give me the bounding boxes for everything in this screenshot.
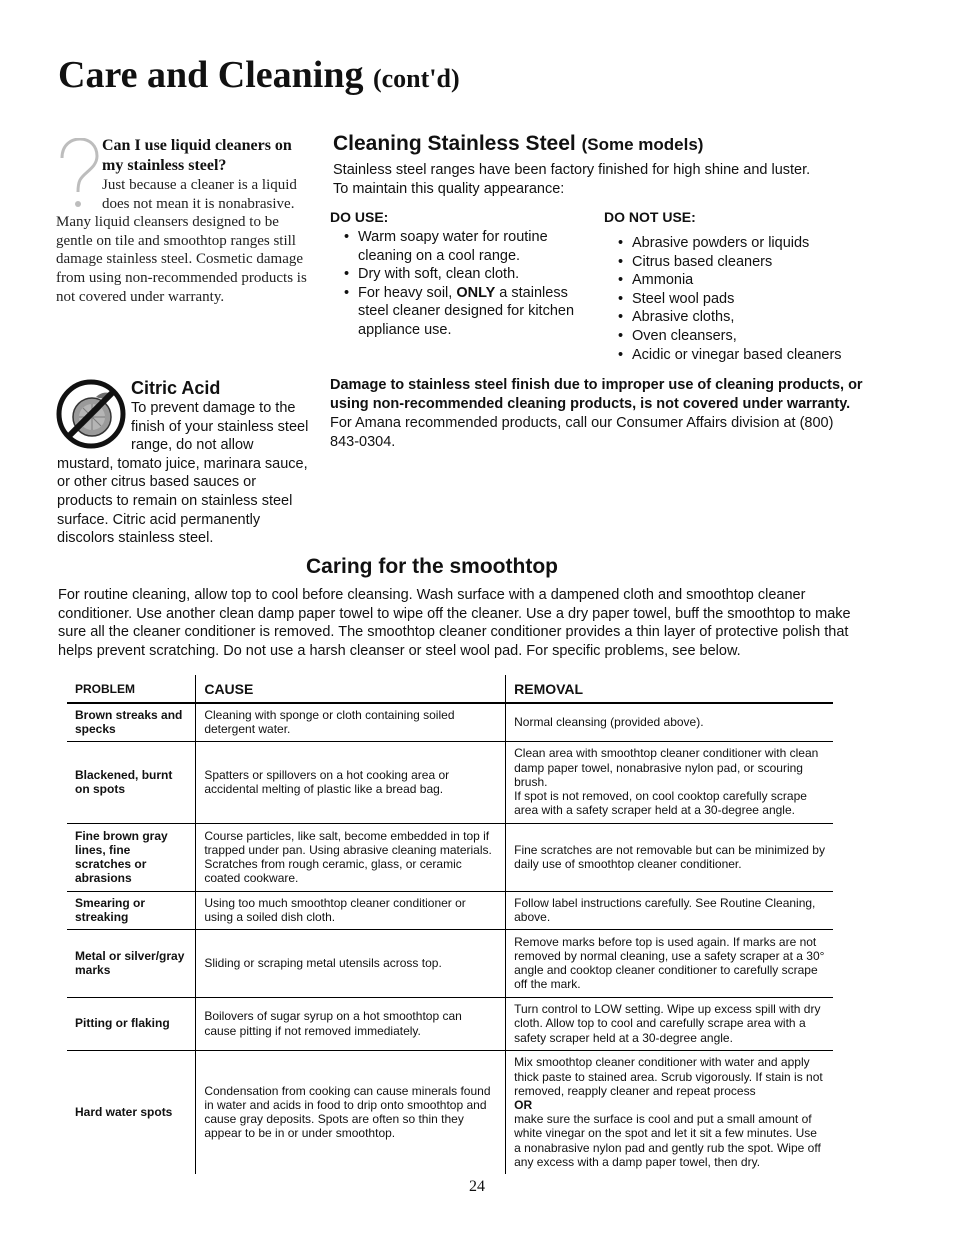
list-item: • Warm soapy water for routine cleaning on a cool range.	[344, 228, 590, 265]
smoothtop-intro: For routine cleaning, allow top to cool before cleansing. Wash surface with a dampened cloth and smoothtop cleaner conditioner. Use another clean damp paper towel to wipe off the cleaner. Use a dry paper towel, buff the smoothtop to make sure all the cleaner conditioner is removed. The smoothtop cleaner conditioner provides a thin layer of protective polish that helps prevent scratching. Do not use a harsh cleanser or steel wool pad. For specific problems, see below.	[58, 587, 851, 659]
warranty-note-text: For Amana recommended products, call our Consumer Affairs division at (800) 843-0304.	[330, 415, 834, 450]
column-header-problem: PROBLEM	[67, 675, 196, 703]
removal-cell: Follow label instructions carefully. See Routine Cleaning, above.	[506, 891, 833, 929]
removal-cell: Normal cleansing (provided above).	[506, 703, 833, 741]
do-not-use-heading: DO NOT USE:	[604, 209, 696, 225]
cause-cell: Spatters or spillovers on a hot cooking area or accidental melting of plastic like a bread bag.	[196, 741, 506, 823]
table-row	[67, 1050, 833, 1174]
table-header-row	[67, 675, 833, 703]
column-header-cause: CAUSE	[196, 675, 506, 703]
list-item: • Acidic or vinegar based cleaners	[618, 346, 868, 365]
faq-question: Can I use liquid cleaners on my stainless steel?	[102, 137, 292, 174]
stainless-intro-line: To maintain this quality appearance:	[333, 181, 565, 197]
page-title	[58, 52, 460, 102]
problem-table	[67, 675, 833, 1174]
problem-cell: Smearing or streaking	[67, 891, 196, 929]
list-item	[344, 284, 590, 340]
stainless-title-text: Cleaning Stainless Steel	[333, 132, 576, 155]
removal-cell	[506, 741, 833, 823]
list-item: • Oven cleansers,	[618, 327, 868, 346]
list-item: • Abrasive cloths,	[618, 308, 868, 327]
problem-cell: Metal or silver/gray marks	[67, 929, 196, 997]
do-not-use-list	[618, 234, 868, 364]
list-item: • Citrus based cleaners	[618, 253, 868, 272]
page-number: 24	[469, 1178, 485, 1195]
removal-cell: Turn control to LOW setting. Wipe up excess spill with dry cloth. Allow top to cool and carefully scrape area with a safety scraper held at a 30-degree angle.	[506, 997, 833, 1050]
list-item: • Steel wool pads	[618, 290, 868, 309]
citric-acid-text: To prevent damage to the finish of your stainless steel range, do not allow mustard, tomato juice, marinara sauce, or other citrus based sauces or products to remain on stainless steel surface. Citric acid permanently discolors stainless steel.	[57, 400, 309, 547]
problem-cell: Brown streaks and specks	[67, 703, 196, 741]
list-item-emphasis: ONLY	[456, 284, 496, 301]
removal-text: If spot is not removed, on cool cooktop carefully scrape area with a safety scraper held at a 30-degree angle.	[514, 789, 807, 818]
table-row	[67, 997, 833, 1050]
cause-cell: Boilovers of sugar syrup on a hot smoothtop can cause pitting if not removed immediately.	[196, 997, 506, 1050]
problem-cell: Blackened, burnt on spots	[67, 741, 196, 823]
removal-text: Clean area with smoothtop cleaner conditioner with clean damp paper towel, nonabrasive nylon pad, or scouring brush.	[514, 746, 819, 789]
problem-cell: Pitting or flaking	[67, 997, 196, 1050]
list-item-text: a stainless steel cleaner designed for kitchen appliance use.	[358, 284, 575, 338]
faq-answer: Just because a cleaner is a liquid does not mean it is nonabrasive. Many liquid cleansers designed to be gentle on tile and smoothtop ranges still damage stainless steel. Cosmetic damage from using non-recommended products is not covered under warranty.	[56, 177, 307, 305]
table-row	[67, 823, 833, 891]
citric-acid-title: Citric Acid	[131, 378, 221, 398]
removal-cell: Fine scratches are not removable but can be minimized by daily use of smoothtop cleaner conditioner.	[506, 823, 833, 891]
do-use-heading: DO USE:	[330, 209, 389, 225]
warranty-note-bold: Damage to stainless steel finish due to improper use of cleaning products, or using non-recommended cleaning products, is not covered under warranty.	[330, 377, 863, 412]
cause-cell: Cleaning with sponge or cloth containing soiled detergent water.	[196, 703, 506, 741]
removal-or: OR	[514, 1098, 533, 1113]
cause-cell: Sliding or scraping metal utensils across top.	[196, 929, 506, 997]
do-use-list	[344, 228, 590, 340]
column-header-removal: REMOVAL	[506, 675, 833, 703]
citric-acid-block	[57, 377, 313, 548]
warranty-note	[330, 376, 866, 452]
removal-text: Mix smoothtop cleaner conditioner with water and apply thick paste to stained area. Scrub vigorously. If stain is not removed, reapply cleaner and repeat process	[514, 1055, 823, 1098]
stainless-title-note: (Some models)	[581, 135, 704, 154]
removal-cell: Remove marks before top is used again. If marks are not removed by normal cleaning, use a safety scraper at a 30° angle and cooktop cleaner conditioner to carefully scrape off the mark.	[506, 929, 833, 997]
stainless-intro	[333, 161, 853, 199]
list-item-text: For heavy soil,	[358, 284, 457, 301]
smoothtop-title: Caring for the smoothtop	[306, 555, 558, 578]
stainless-intro-line: Stainless steel ranges have been factory finished for high shine and luster.	[333, 162, 811, 178]
list-item: • Dry with soft, clean cloth.	[344, 265, 590, 284]
cause-cell: Condensation from cooking can cause minerals found in water and acids in food to drip onto smoothtop and cause gray deposits. Spots are often so thin they appear to be in or under smoothtop.	[196, 1050, 506, 1174]
table-row	[67, 891, 833, 929]
cause-cell: Course particles, like salt, become embedded in top if trapped under pan. Using abrasive cleaning materials. Scratches from rough ceramic, glass, or ceramic coated cookware.	[196, 823, 506, 891]
list-item: • Ammonia	[618, 271, 868, 290]
faq-block	[56, 136, 312, 306]
stainless-title	[333, 132, 703, 156]
problem-cell: Fine brown gray lines, fine scratches or abrasions	[67, 823, 196, 891]
table-row	[67, 929, 833, 997]
cause-cell: Using too much smoothtop cleaner conditioner or using a soiled dish cloth.	[196, 891, 506, 929]
problem-cell: Hard water spots	[75, 1105, 173, 1120]
page-title-suffix: (cont'd)	[372, 64, 460, 93]
removal-text: make sure the surface is cool and put a small amount of white vinegar on the spot and let it sit a few minutes. Use a nonabrasive nylon pad and gently rub the spot. Wipe off any excess with a damp paper towel, then dry.	[514, 1112, 821, 1169]
list-item: • Abrasive powders or liquids	[618, 234, 868, 253]
question-mark-icon	[56, 138, 100, 212]
removal-cell	[506, 1050, 833, 1174]
page-title-text: Care and Cleaning	[58, 54, 364, 96]
table-row	[67, 703, 833, 741]
table-row	[67, 741, 833, 823]
